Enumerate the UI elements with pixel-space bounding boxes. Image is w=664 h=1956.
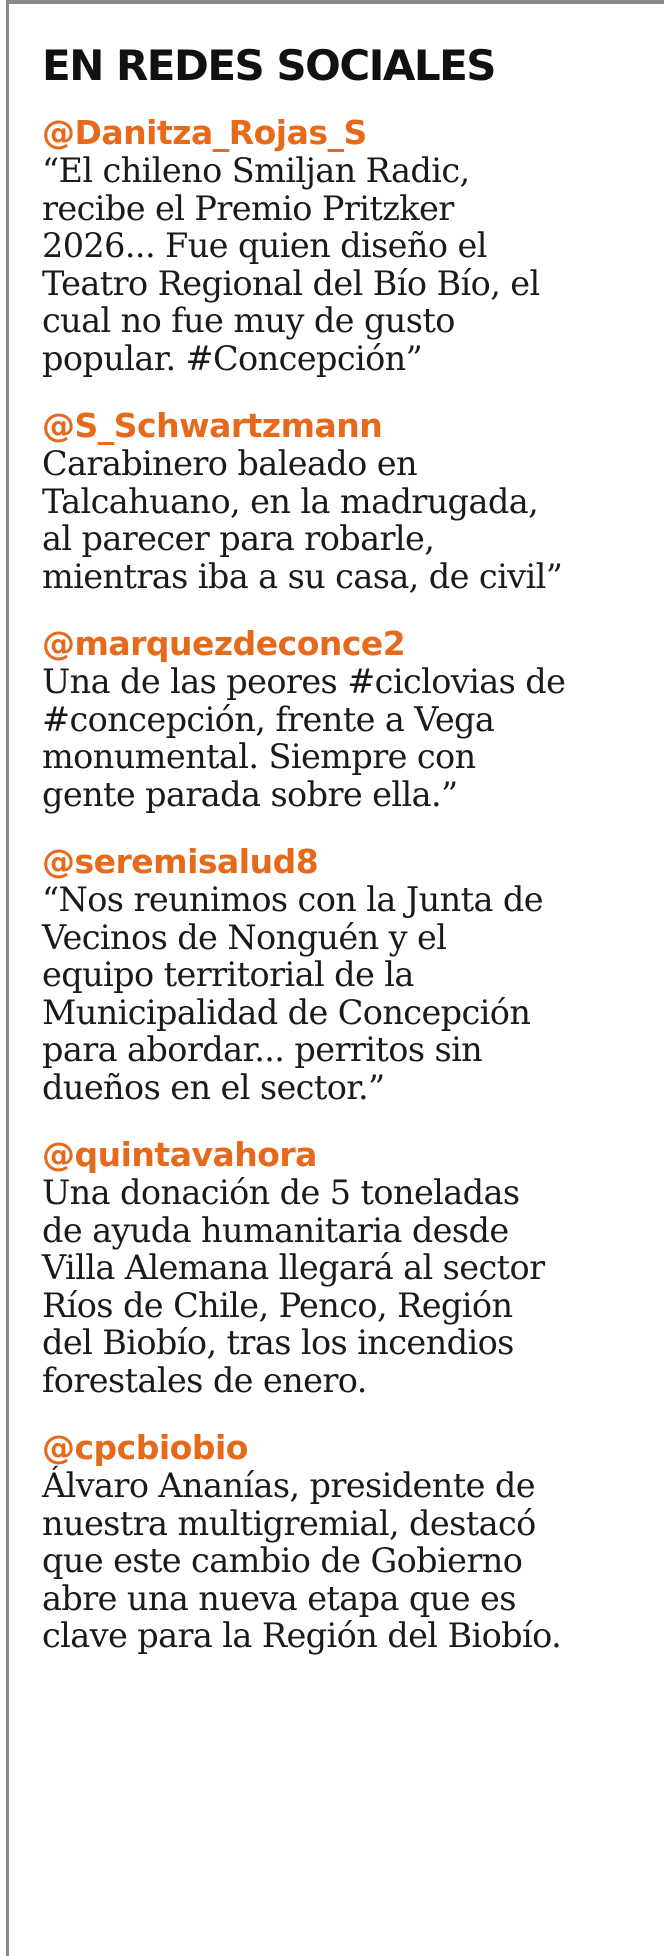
post-text-line: equipo territorial de la [42,955,414,994]
post-text-line: del Biobío, tras los incendios [42,1323,514,1362]
post-text-line: Teatro Regional del Bío Bío, el [42,263,540,303]
social-post [42,114,654,377]
post-text-line: para abordar... perritos sin [42,1030,483,1069]
post-text-line: que este cambio de Gobierno [42,1541,523,1580]
post-text-line: Una donación de 5 toneladas [42,1173,520,1212]
post-text-line: Carabinero baleado en [42,444,417,483]
social-post [42,843,654,1106]
post-handle: @Danitza_Rojas_S [42,113,367,152]
social-post [42,1429,654,1655]
section-title: EN REDES SOCIALES [42,41,496,90]
post-text [42,1174,654,1399]
post-text-line: popular. #Concepción” [42,338,423,378]
post-text-line: recibe el Premio Pritzker [42,188,454,228]
post-text-line: Villa Alemana llegará al sector [42,1248,545,1287]
post-text-line: forestales de enero. [42,1360,367,1400]
post-text-line: Vecinos de Nonguén y el [42,917,447,957]
post-text [42,445,654,595]
post-text-line: mientras iba a su casa, de civil” [42,556,563,596]
social-media-column [42,40,654,1685]
post-text-line: 2026... Fue quien diseño el [42,226,487,265]
social-post [42,407,654,595]
post-text-line: dueños en el sector.” [42,1067,385,1107]
post-text [42,1467,654,1655]
column-left-rule [6,0,9,1956]
post-text-line: Municipalidad de Concepción [42,992,531,1032]
post-text [42,663,654,813]
post-text-line: Álvaro Ananías, presidente de [42,1466,535,1505]
post-text-line: de ayuda humanitaria desde [42,1210,509,1250]
post-handle: @seremisalud8 [42,842,319,881]
post-handle: @S_Schwartzmann [42,406,383,445]
post-text-line: clave para la Región del Biobío. [42,1616,562,1655]
social-post [42,1136,654,1399]
post-text-line: abre una nueva etapa que es [42,1578,516,1618]
post-text-line: Talcahuano, en la madrugada, [42,481,539,521]
post-text-line: Una de las peores #ciclovias de [42,662,566,701]
post-text-line: Ríos de Chile, Penco, Región [42,1285,513,1325]
post-handle: @marquezdeconce2 [42,624,406,663]
social-post [42,625,654,813]
post-text-line: #concepción, frente a Vega [42,699,495,739]
post-text-line: gente parada sobre ella.” [42,774,458,814]
post-text-line: “Nos reunimos con la Junta de [42,880,543,919]
post-text [42,152,654,377]
post-text [42,881,654,1106]
post-text-line: al parecer para robarle, [42,519,435,558]
column-top-rule [6,0,664,4]
post-text-line: nuestra multigremial, destacó [42,1503,536,1543]
post-text-line: cual no fue muy de gusto [42,301,455,340]
post-handle: @cpcbiobio [42,1428,248,1467]
post-text-line: monumental. Siempre con [42,737,476,776]
post-text-line: “El chileno Smiljan Radic, [42,151,470,190]
post-handle: @quintavahora [42,1135,317,1174]
